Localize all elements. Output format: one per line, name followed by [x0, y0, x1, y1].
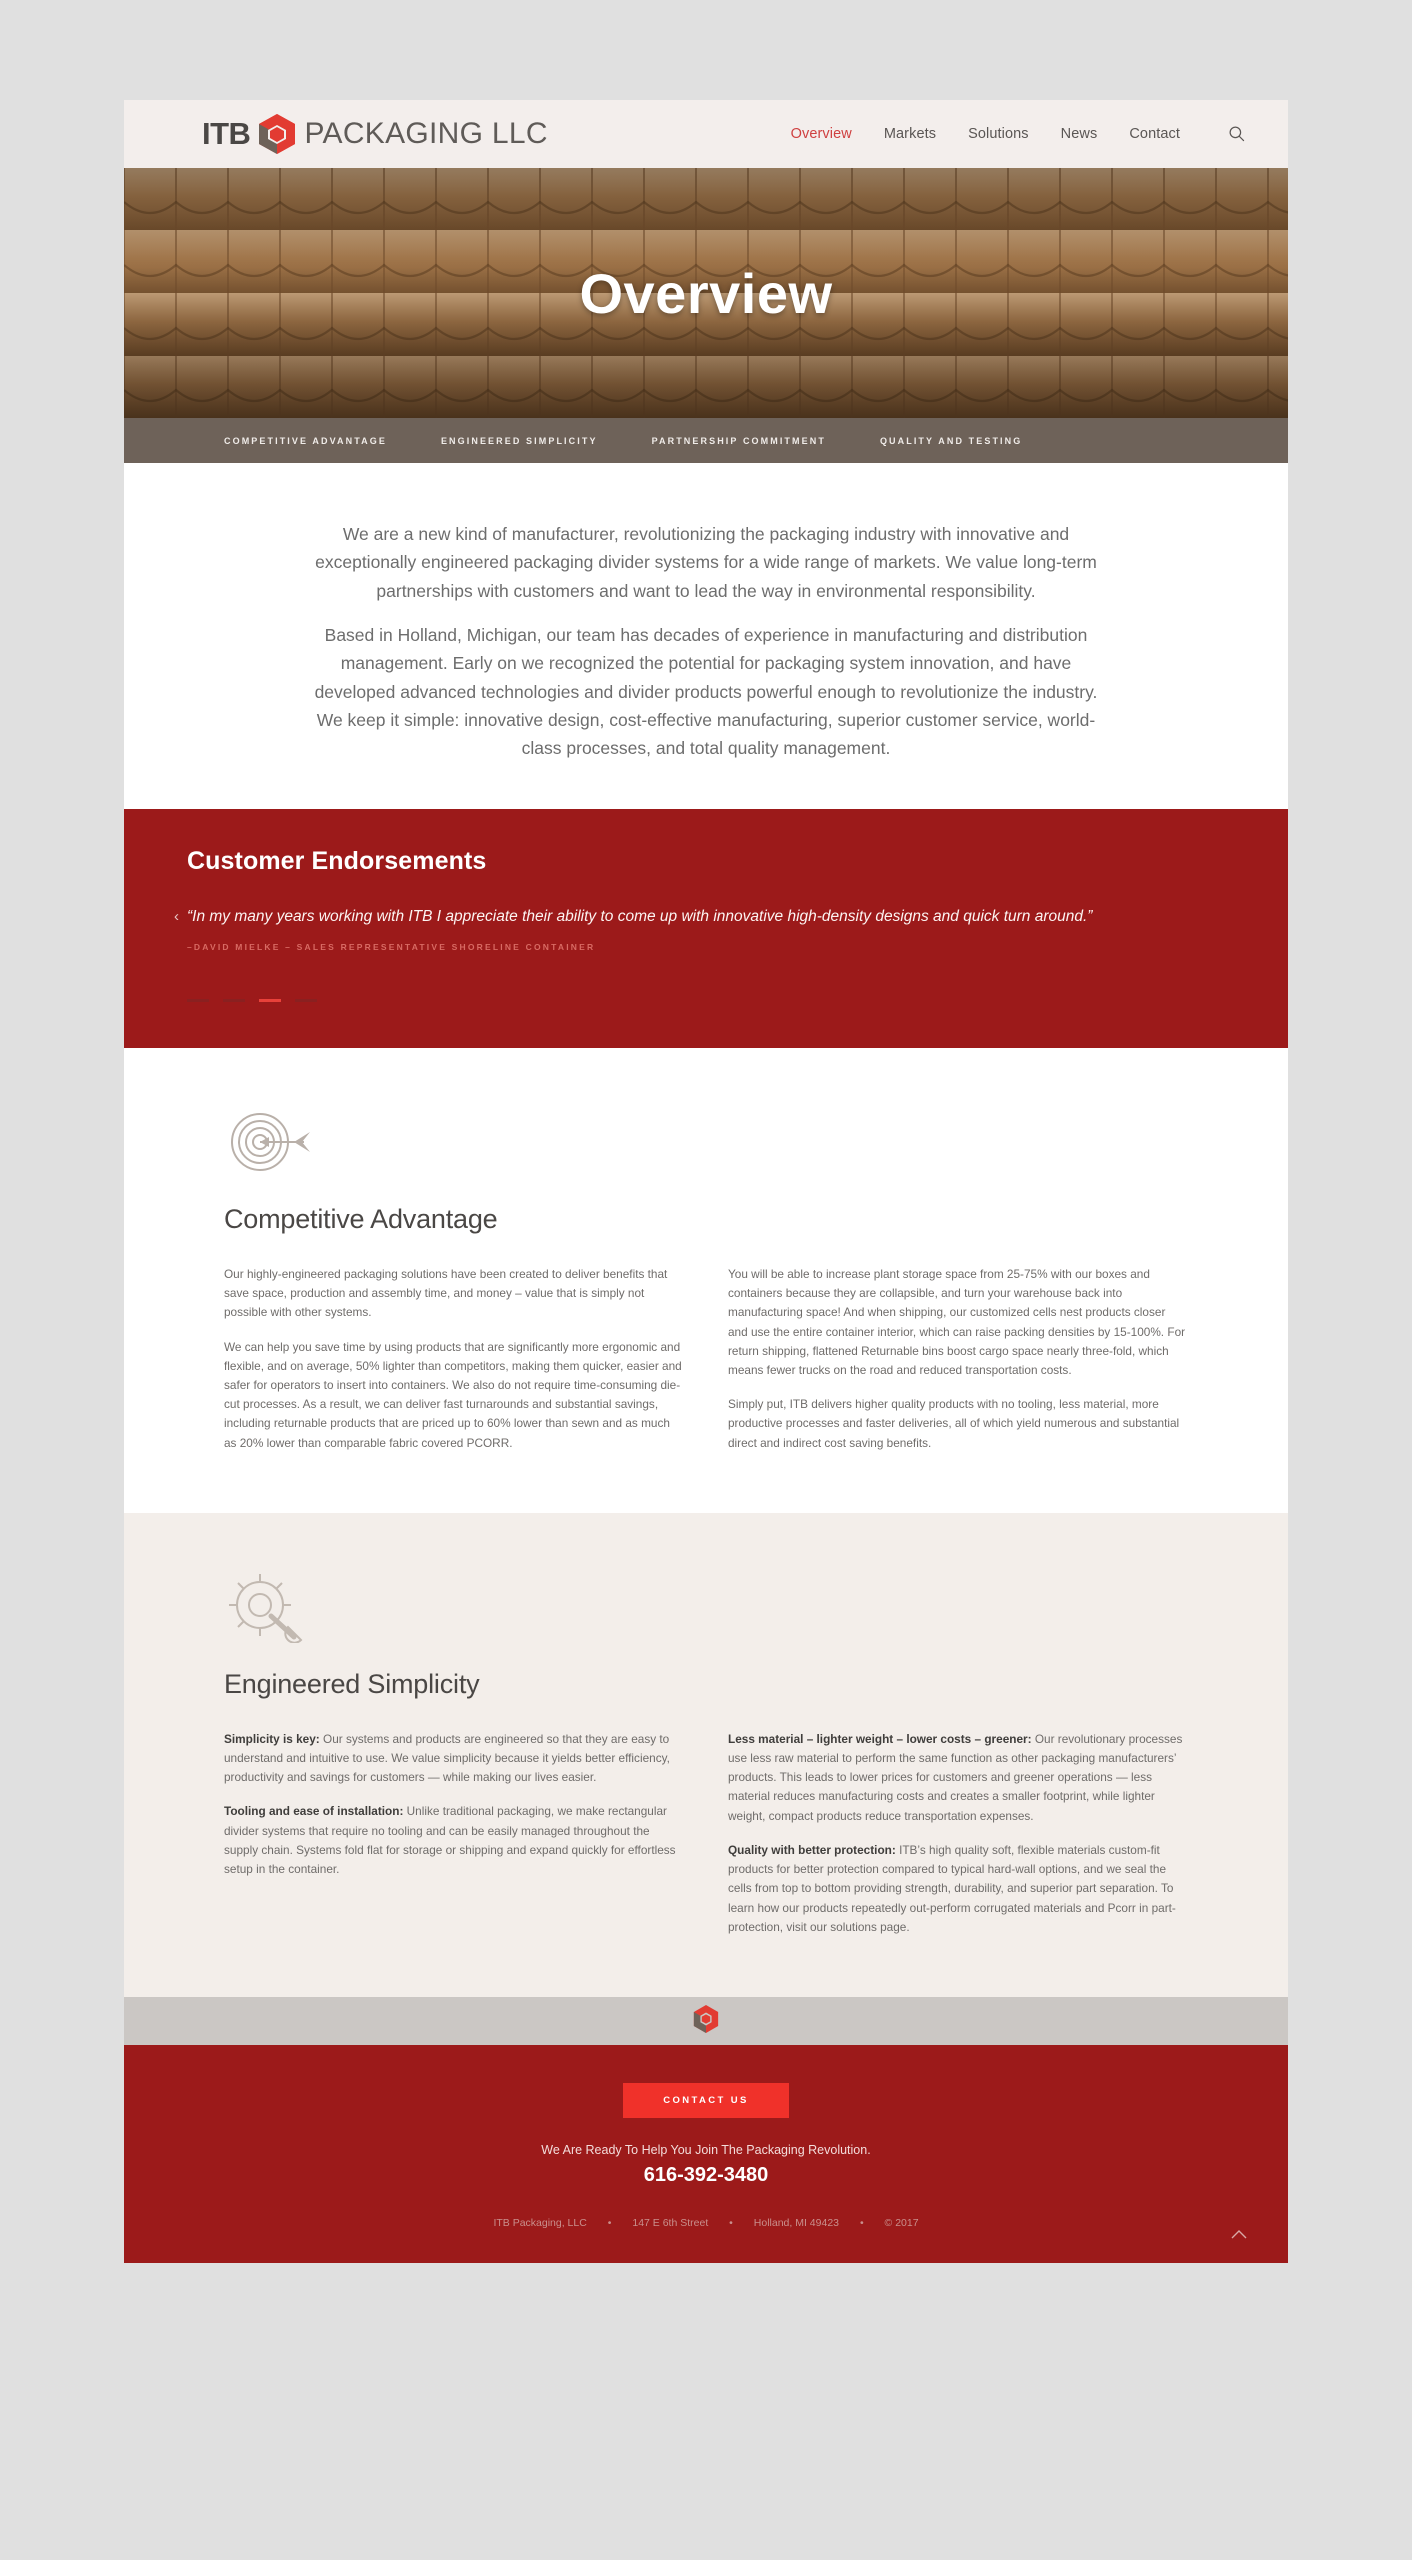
footer-separator-3: •: [859, 2217, 864, 2230]
competitive-advantage-section: [124, 1048, 1288, 1513]
primary-navigation: [791, 123, 1248, 145]
footer-company: ITB Packaging, LLC: [493, 2217, 587, 2230]
contact-us-button[interactable]: CONTACT US: [623, 2083, 789, 2118]
intro-paragraph-1: We are a new kind of manufacturer, revolutionizing the packaging industry with innovative and exceptionally engineered packaging divider systems for a wide range of markets. We value long-term partnerships with customers and want to lead the way in environmental responsibility.: [315, 524, 1097, 601]
es-left-paragraph-1: [224, 1730, 684, 1788]
subnav-item-quality-and-testing[interactable]: QUALITY AND TESTING: [879, 435, 1023, 446]
testimonial-attribution: –DAVID MIELKE – SALES REPRESENTATIVE SHORELINE CONTAINER: [187, 941, 596, 952]
site-logo[interactable]: [202, 112, 548, 156]
es-left-lead-2: Tooling and ease of installation:: [224, 1804, 404, 1819]
carousel-dot-3[interactable]: [259, 999, 281, 1002]
carousel-dot-2[interactable]: [223, 999, 245, 1002]
target-arrow-icon: [224, 1106, 310, 1178]
intro-paragraph-2: Based in Holland, Michigan, our team has decades of experience in manufacturing and distribution management. Early on we recognized the potential for packaging system innovation, and have developed advanced technologies and divider products powerful enough to revolutionize the industry. We keep it simple: innovative design, cost-effective manufacturing, superior customer service, world-class processes, and total quality management.: [314, 625, 1098, 759]
ca-left-paragraph-1: Our highly-engineered packaging solutions have been created to deliver benefits that save space, production and assembly time, and money – value that is simply not possible with other systems.: [224, 1266, 668, 1320]
engineered-simplicity-right-column: [728, 1730, 1188, 1937]
engineered-simplicity-heading: Engineered Simplicity: [224, 1668, 480, 1699]
chevron-up-icon[interactable]: [1230, 2227, 1248, 2241]
carousel-dot-4[interactable]: [295, 999, 317, 1002]
footer-phone[interactable]: 616-392-3480: [643, 2164, 769, 2187]
footer-copyright: © 2017: [884, 2217, 919, 2230]
es-right-paragraph-1: [728, 1730, 1188, 1826]
subnav-item-partnership-commitment[interactable]: PARTNERSHIP COMMITMENT: [651, 435, 826, 446]
footer-separator-1: •: [607, 2217, 612, 2230]
nav-item-news[interactable]: News: [1060, 126, 1098, 142]
section-navigation: [124, 418, 1288, 463]
hero-banner: [124, 168, 1288, 418]
logo-text-packaging: PACKAGING LLC: [304, 117, 548, 150]
footer-separator-2: •: [729, 2217, 733, 2230]
gears-wrench-icon: [224, 1571, 310, 1643]
nav-item-contact[interactable]: Contact: [1129, 126, 1180, 142]
engineered-simplicity-section: [124, 1513, 1288, 1997]
es-right-lead-1: Less material – lighter weight – lower costs – greener:: [728, 1731, 1032, 1746]
es-left-lead-1: Simplicity is key:: [224, 1731, 320, 1746]
nav-item-overview[interactable]: Overview: [790, 126, 852, 142]
chevron-left-icon[interactable]: ‹: [174, 907, 179, 925]
site-footer: [124, 2045, 1288, 2263]
es-right-body-1: Our revolutionary processes use less raw material to perform the same function as other packaging manufacturers’ products. This leads to lower prices for customers and greener operations — less material reduces manufacturing costs and creates a smaller footprint, while lighter weight, compact products reduce transportation expenses.: [728, 1731, 1183, 1823]
engineered-simplicity-left-column: [224, 1730, 684, 1937]
logo-divider-strip: [124, 1997, 1288, 2045]
customer-endorsements-section: [124, 809, 1288, 1048]
subnav-item-competitive-advantage[interactable]: COMPETITIVE ADVANTAGE: [224, 435, 387, 446]
es-left-body-2: Unlike traditional packaging, we make rectangular divider systems that require no tooling and can be easily managed throughout the supply chain. Systems fold flat for storage or shipping and expand quickly for effortless setup in the container.: [224, 1804, 676, 1877]
nav-item-markets[interactable]: Markets: [883, 126, 937, 142]
ca-right-paragraph-2: Simply put, ITB delivers higher quality products with no tooling, less material, more productive processes and faster deliveries, all of which yield numerous and substantial direct and indirect cost saving benefits.: [728, 1397, 1180, 1450]
endorsements-heading: Customer Endorsements: [187, 846, 487, 875]
carousel-dot-1[interactable]: [187, 999, 209, 1002]
competitive-advantage-heading: Competitive Advantage: [224, 1203, 498, 1234]
carousel-indicators: [187, 999, 1288, 1002]
search-icon[interactable]: [1226, 123, 1248, 145]
testimonial-slide: [124, 904, 1288, 952]
page-root: [124, 100, 1288, 2263]
footer-tagline: We Are Ready To Help You Join The Packaging Revolution.: [541, 2143, 871, 2158]
footer-city: Holland, MI 49423: [753, 2217, 840, 2230]
footer-street: 147 E 6th Street: [632, 2217, 709, 2230]
testimonial-quote: “In my many years working with ITB I appreciate their ability to come up with innovative high-density designs and quick turn around.”: [187, 907, 1093, 925]
competitive-advantage-left-column: [224, 1265, 684, 1453]
es-right-paragraph-2: [728, 1841, 1188, 1937]
hero-title: Overview: [579, 261, 833, 325]
hexagon-logo-icon: [254, 112, 300, 156]
footer-legal-line: [124, 2217, 1288, 2229]
es-right-lead-2: Quality with better protection:: [728, 1842, 896, 1857]
hexagon-logo-icon: [692, 2004, 720, 2039]
competitive-advantage-right-column: [728, 1265, 1188, 1453]
logo-text-itb: ITB: [202, 116, 251, 151]
ca-right-paragraph-1: You will be able to increase plant storage space from 25-75% with our boxes and containers because they are collapsible, and turn your warehouse back into manufacturing space! And when shipping, our customized cells nest products closer and use the entire container interior, which can raise packing densities by 15-100%. For return shipping, flattened Returnable bins boost cargo space nearly three-fold, which means fewer trucks on the road and reduced transportation costs.: [728, 1266, 1186, 1377]
ca-left-paragraph-2: We can help you save time by using products that are significantly more ergonomic and flexible, and on average, 50% lighter than competitors, making them quicker, easier and safer for operators to insert into containers. We also do not require time-consuming die-cut processes. As a result, we can deliver fast turnarounds and substantial savings, including returnable products that are priced up to 60% lower than sewn and as much as 20% lower than comparable fabric covered PCORR.: [224, 1339, 682, 1450]
subnav-item-engineered-simplicity[interactable]: ENGINEERED SIMPLICITY: [440, 435, 598, 446]
site-header: [124, 100, 1288, 168]
es-left-body-1: Our systems and products are engineered so that they are easy to understand and intuitive to use. We value simplicity because it yields better efficiency, productivity and savings for customers — while making our lives easier.: [224, 1731, 670, 1785]
es-right-body-2: ITB’s high quality soft, flexible materials custom-fit products for better protection compared to typical hard-wall options, and we seal the cells from top to bottom providing strength, durability, and superior part separation. To learn how our products repeatedly out-perform corrugated materials and Pcorr in part-protection, visit our solutions page.: [728, 1842, 1176, 1934]
intro-section: [124, 463, 1288, 809]
nav-item-solutions[interactable]: Solutions: [968, 126, 1029, 142]
es-left-paragraph-2: [224, 1802, 684, 1879]
